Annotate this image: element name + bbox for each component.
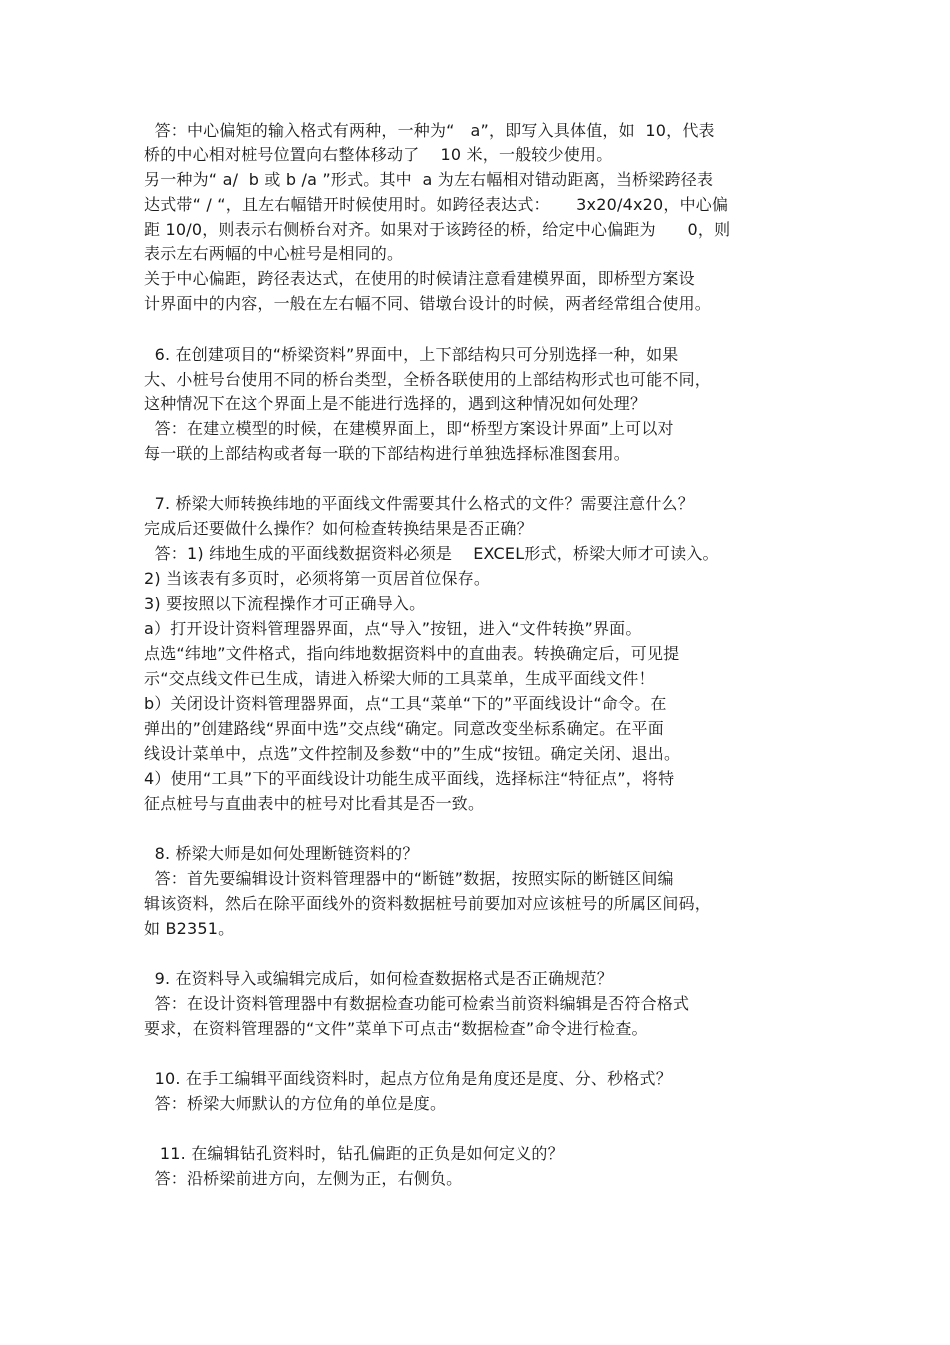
text-line: 另一种为“ a/ b 或 b /a ”形式。其中 a 为左右幅相对错动距离，当桥梁跨径表 xyxy=(144,170,714,189)
text-line: b）关闭设计资料管理器界面，点“工具“菜单“下的”平面线设计“命令。在 xyxy=(144,694,667,713)
text-line: 完成后还要做什么操作？如何检查转换结果是否正确？ xyxy=(144,519,533,538)
text-line: 点选“纬地”文件格式，指向纬地数据资料中的直曲表。转换确定后，可见提 xyxy=(144,644,680,663)
text-line: 答：中心偏矩的输入格式有两种，一种为“ a”，即写入具体值，如 10，代表 xyxy=(144,121,715,140)
question-heading: 10. 在手工编辑平面线资料时，起点方位角是角度还是度、分、秒格式？ xyxy=(144,1069,672,1088)
answer-line: 答：沿桥梁前进方向，左侧为正，右侧负。 xyxy=(144,1169,463,1188)
question-heading: 6. 在创建项目的“桥梁资料”界面中，上下部结构只可分别选择一种，如果 xyxy=(144,345,679,364)
text-line: 4）使用“工具”下的平面线设计功能生成平面线，选择标注“特征点”，将特 xyxy=(144,769,675,788)
text-line: 如 B2351。 xyxy=(144,919,235,938)
question-heading: 8. 桥梁大师是如何处理断链资料的？ xyxy=(144,844,419,863)
text-line: 弹出的”创建路线“界面中选”交点线“确定。同意改变坐标系确定。在平面 xyxy=(144,719,664,738)
question-heading: 11. 在编辑钻孔资料时，钻孔偏距的正负是如何定义的？ xyxy=(144,1144,564,1163)
text-line: 表示左右两幅的中心桩号是相同的。 xyxy=(144,244,404,263)
text-line: 征点桩号与直曲表中的桩号对比看其是否一致。 xyxy=(144,794,485,813)
answer-line: 答：1) 纬地生成的平面线数据资料必须是 EXCEL形式，桥梁大师才可读入。 xyxy=(144,544,719,563)
text-line: 要求，在资料管理器的“文件”菜单下可点击“数据检查”命令进行检查。 xyxy=(144,1019,648,1038)
text-line: 距 10/0，则表示右侧桥台对齐。如果对于该跨径的桥，给定中心偏距为 0，则 xyxy=(144,220,731,239)
text-line: 3) 要按照以下流程操作才可正确导入。 xyxy=(144,594,426,613)
answer-line: 答：在建立模型的时候，在建模界面上，即“桥型方案设计界面”上可以对 xyxy=(144,419,674,438)
text-line: 示“交点线文件已生成，请进入桥梁大师的工具菜单，生成平面线文件！ xyxy=(144,669,655,688)
text-line: 关于中心偏距，跨径表达式，在使用的时候请注意看建模界面，即桥型方案设 xyxy=(144,269,695,288)
text-line: 桥的中心相对桩号位置向右整体移动了 10 米，一般较少使用。 xyxy=(144,145,613,164)
text-line: 这种情况下在这个界面上是不能进行选择的，遇到这种情况如何处理？ xyxy=(144,394,647,413)
text-line: 计界面中的内容，一般在左右幅不同、错墩台设计的时候，两者经常组合使用。 xyxy=(144,294,712,313)
text-line: a）打开设计资料管理器界面，点“导入”按钮，进入“文件转换”界面。 xyxy=(144,619,642,638)
question-heading: 9. 在资料导入或编辑完成后，如何检查数据格式是否正确规范？ xyxy=(144,969,613,988)
answer-line: 答：在设计资料管理器中有数据检查功能可检索当前资料编辑是否符合格式 xyxy=(144,994,690,1013)
text-line: 2) 当该表有多页时，必须将第一页居首位保存。 xyxy=(144,569,491,588)
text-line: 线设计菜单中，点选”文件控制及参数“中的”生成“按钮。确定关闭、退出。 xyxy=(144,744,681,763)
text-line: 辑该资料，然后在除平面线外的资料数据桩号前要加对应该桩号的所属区间码， xyxy=(144,894,712,913)
text-line: 每一联的上部结构或者每一联的下部结构进行单独选择标准图套用。 xyxy=(144,444,631,463)
text-line: 达式带“ / “，且左右幅错开时候使用时。如跨径表达式： 3x20/4x20，中心偏 xyxy=(144,195,729,214)
answer-line: 答：首先要编辑设计资料管理器中的“断链”数据，按照实际的断链区间编 xyxy=(144,869,674,888)
answer-line: 答：桥梁大师默认的方位角的单位是度。 xyxy=(144,1094,447,1113)
text-line: 大、小桩号台使用不同的桥台类型，全桥各联使用的上部结构形式也可能不同， xyxy=(144,370,712,389)
question-heading: 7. 桥梁大师转换纬地的平面线文件需要其什么格式的文件？需要注意什么？ xyxy=(144,494,694,513)
